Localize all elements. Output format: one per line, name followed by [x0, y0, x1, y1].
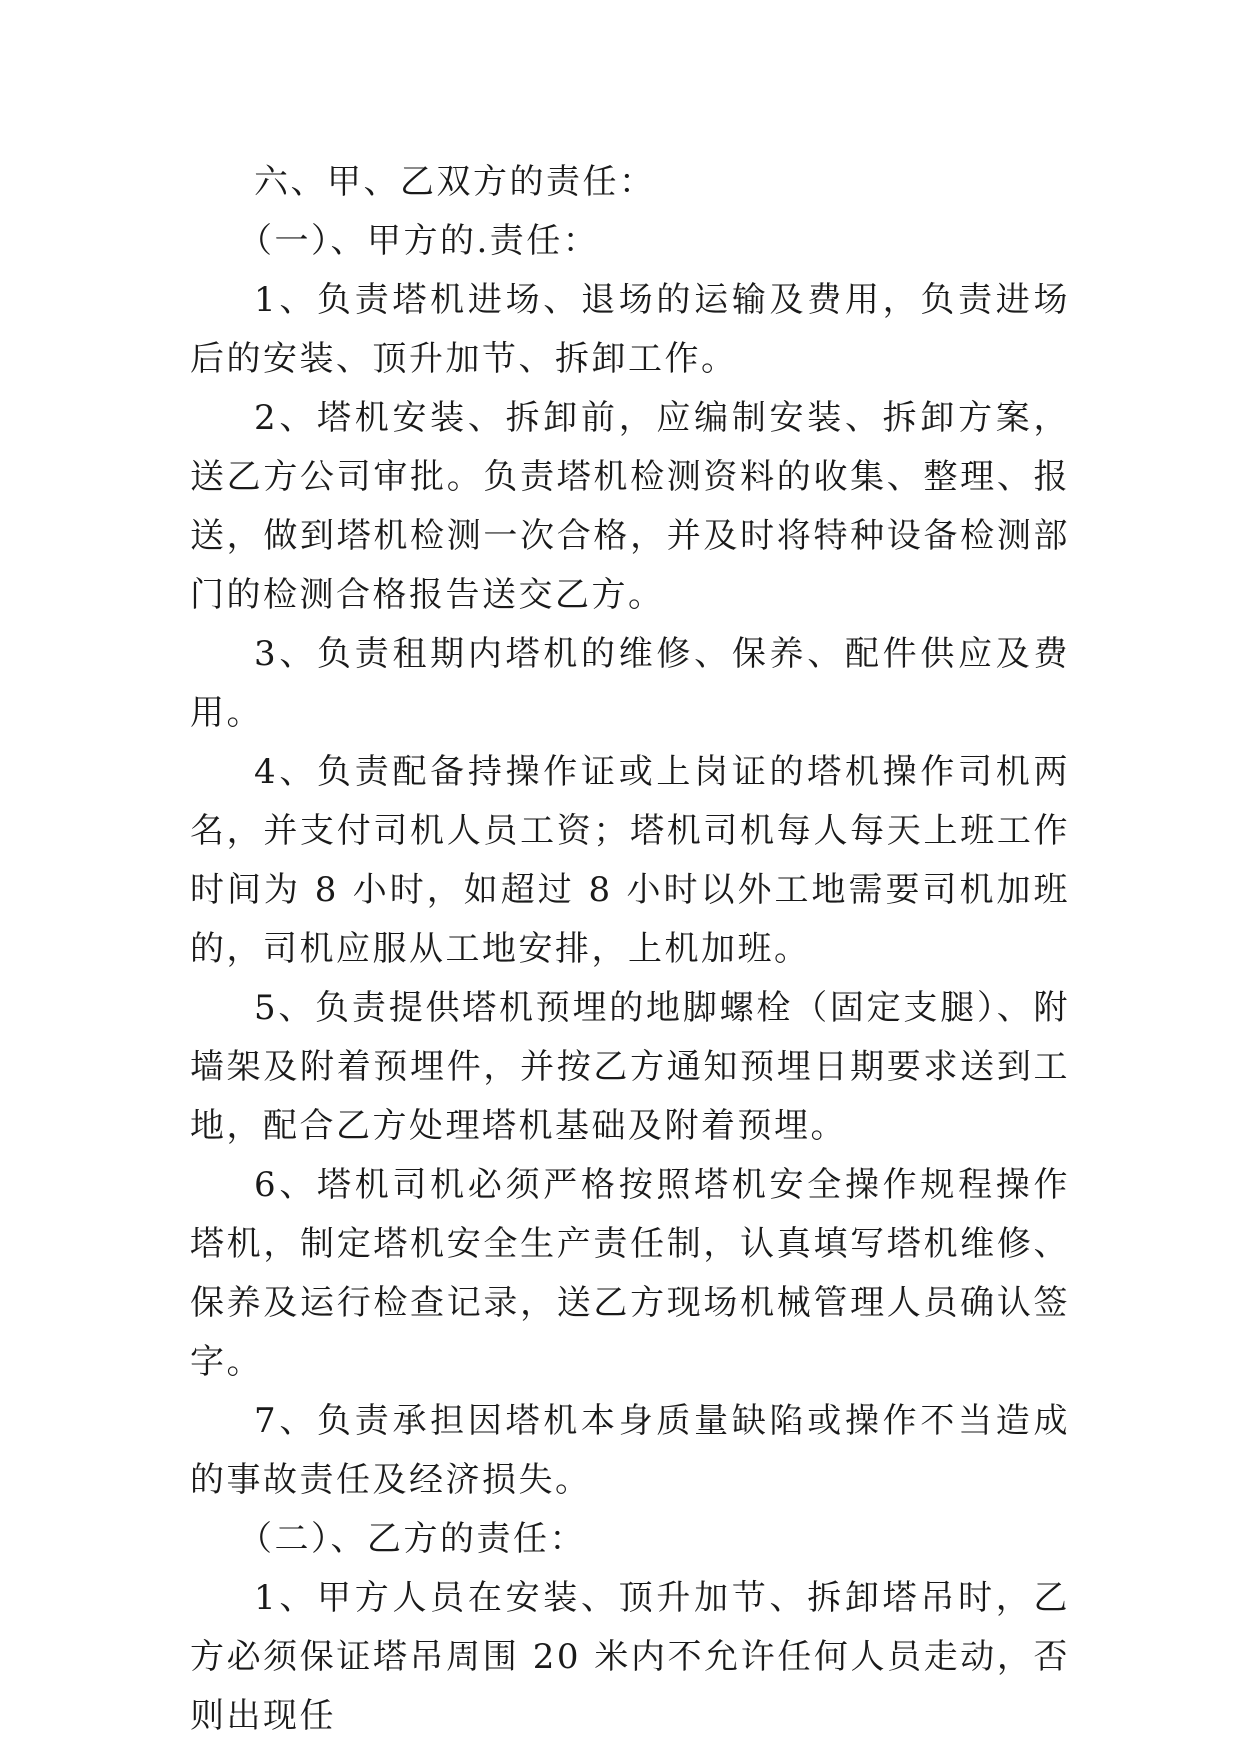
party-b-item-1: 1、甲方人员在安装、顶升加节、拆卸塔吊时，乙方必须保证塔吊周围 20 米内不允许任何人员走动，否则出现任 — [190, 1578, 1070, 1736]
section-title: 六、甲、乙双方的责任： — [254, 162, 656, 202]
party-a-heading: （一）、甲方的.责任： — [238, 221, 600, 261]
party-a-item-5: 5、负责提供塔机预埋的地脚螺栓（固定支腿）、附墙架及附着预埋件，并按乙方通知预埋日期要求送到工地，配合乙方处理塔机基础及附着预埋。 — [190, 988, 1070, 1146]
party-a-item-7: 7、负责承担因塔机本身质量缺陷或操作不当造成的事故责任及经济损失。 — [190, 1401, 1070, 1500]
party-a-item-2: 2、塔机安装、拆卸前，应编制安装、拆卸方案，送乙方公司审批。负责塔机检测资料的收集、整理、报送，做到塔机检测一次合格，并及时将特种设备检测部门的检测合格报告送交乙方。 — [190, 398, 1070, 615]
party-b-heading: （二）、乙方的责任： — [238, 1519, 586, 1559]
party-a-item-3: 3、负责租期内塔机的维修、保养、配件供应及费用。 — [190, 634, 1070, 733]
party-a-item-6: 6、塔机司机必须严格按照塔机安全操作规程操作塔机，制定塔机安全生产责任制，认真填写塔机维修、保养及运行检查记录，送乙方现场机械管理人员确认签字。 — [190, 1165, 1070, 1382]
document-body — [190, 153, 1070, 1746]
party-a-item-1: 1、负责塔机进场、退场的运输及费用，负责进场后的安装、顶升加节、拆卸工作。 — [190, 280, 1070, 379]
party-a-item-4: 4、负责配备持操作证或上岗证的塔机操作司机两名，并支付司机人员工资；塔机司机每人每天上班工作时间为 8 小时，如超过 8 小时以外工地需要司机加班的，司机应服从工地安排，上机加班。 — [190, 752, 1070, 969]
